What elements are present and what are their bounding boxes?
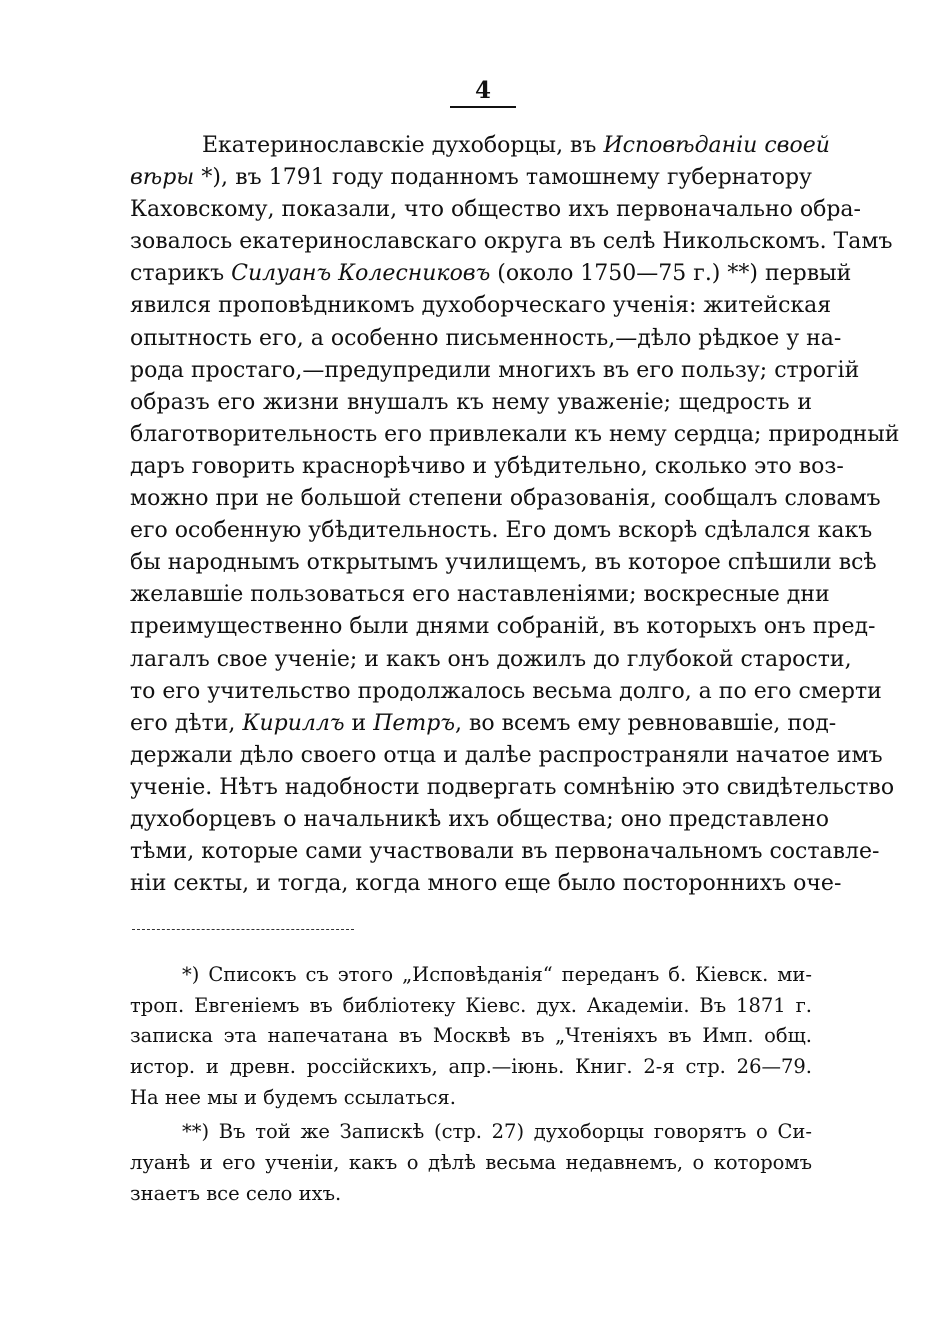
body-line: даръ говорить краснорѣчиво и убѣдительно, сколько это воз-	[130, 453, 844, 479]
body-line: образъ его жизни внушалъ къ нему уваженіе; щедрость и	[130, 389, 812, 415]
italic-name: Силуанъ Колесниковъ	[231, 261, 491, 287]
body-text	[130, 130, 900, 900]
body-line: вѣры *), въ 1791 году поданномъ тамошнему губернатору	[130, 165, 812, 191]
footnotes	[130, 960, 812, 1210]
footnote-line: *) Списокъ съ этого „Исповѣданія“ переданъ б. Кіевск. ми-	[182, 963, 812, 986]
body-line: лагалъ свое ученіе; и какъ онъ дожилъ до глубокой старости,	[130, 646, 852, 672]
footnote-line: **) Въ той же Запискѣ (стр. 27) духоборцы говорятъ о Си-	[182, 1120, 812, 1144]
body-line: Каховскому, показали, что общество ихъ первоначально обра-	[130, 197, 861, 223]
italic-title: вѣры	[130, 165, 195, 191]
body-line: зовалось екатеринославскаго округа въ селѣ Никольскомъ. Тамъ	[130, 229, 893, 255]
body-line: опытность его, а особенно письменность,—дѣло рѣдкое у на-	[130, 325, 842, 351]
body-line: держали дѣло своего отца и далѣе распространяли начатое имъ	[130, 742, 883, 768]
body-line: желавшіе пользоваться его наставленіями; воскресные дни	[130, 582, 830, 608]
body-line: бы народнымъ открытымъ училищемъ, въ которое спѣшили всѣ	[130, 550, 877, 576]
body-line: ученіе. Нѣтъ надобности подвергать сомнѣнію это свидѣтельство	[130, 774, 895, 800]
body-line: тѣми, которые сами участвовали въ первоначальномъ составле-	[130, 839, 880, 865]
body-line: рода простаго,—предупредили многихъ въ его пользу; строгій	[130, 357, 860, 383]
footnote-line: луанѣ и его ученіи, какъ о дѣлѣ весьма недавнемъ, о которомъ	[130, 1151, 812, 1175]
body-line: благотворительность его привлекали къ нему сердца; природный	[130, 421, 900, 447]
body-line: его особенную убѣдительность. Его домъ вскорѣ сдѣлался какъ	[130, 518, 873, 544]
body-line: старикъ Силуанъ Колесниковъ (около 1750—75 г.) **) первый	[130, 261, 852, 287]
body-line: духоборцевъ о начальникѣ ихъ общества; оно представлено	[130, 806, 830, 832]
body-line: его дѣти, Кириллъ и Петръ, во всемъ ему ревновавшіе, под-	[130, 710, 837, 736]
footnote-line: истор. и древн. россійскихъ, апр.—іюнь. Книг. 2-я стр. 26—79.	[130, 1055, 812, 1079]
footnote-divider	[132, 929, 354, 930]
body-line: ніи секты, и тогда, когда много еще было постороннихъ оче-	[130, 871, 842, 897]
body-line: преимущественно были днями собраній, въ которыхъ онъ пред-	[130, 614, 876, 640]
footnote-line: знаетъ все село ихъ.	[130, 1181, 342, 1205]
body-line: то его учительство продолжалось весьма долго, а по его смерти	[130, 678, 882, 704]
body-line: явился проповѣдникомъ духоборческаго ученія: житейская	[130, 293, 832, 319]
page-number: 4	[450, 76, 516, 108]
footnote-line: На нее мы и будемъ ссылаться.	[130, 1085, 456, 1109]
footnote-line: троп. Евгеніемъ въ библіотеку Кіевс. дух. Академіи. Въ 1871 г.	[130, 993, 812, 1017]
footnote-line: записка эта напечатана въ Москвѣ въ „Чтеніяхъ въ Имп. общ.	[130, 1024, 812, 1048]
italic-name: Кириллъ	[242, 710, 345, 736]
body-line: можно при не большой степени образованія, сообщалъ словамъ	[130, 486, 881, 512]
italic-name: Петръ	[373, 710, 456, 736]
body-line: Екатеринославскіе духоборцы, въ Исповѣданіи своей	[202, 133, 830, 158]
italic-title: Исповѣданіи своей	[603, 133, 830, 158]
